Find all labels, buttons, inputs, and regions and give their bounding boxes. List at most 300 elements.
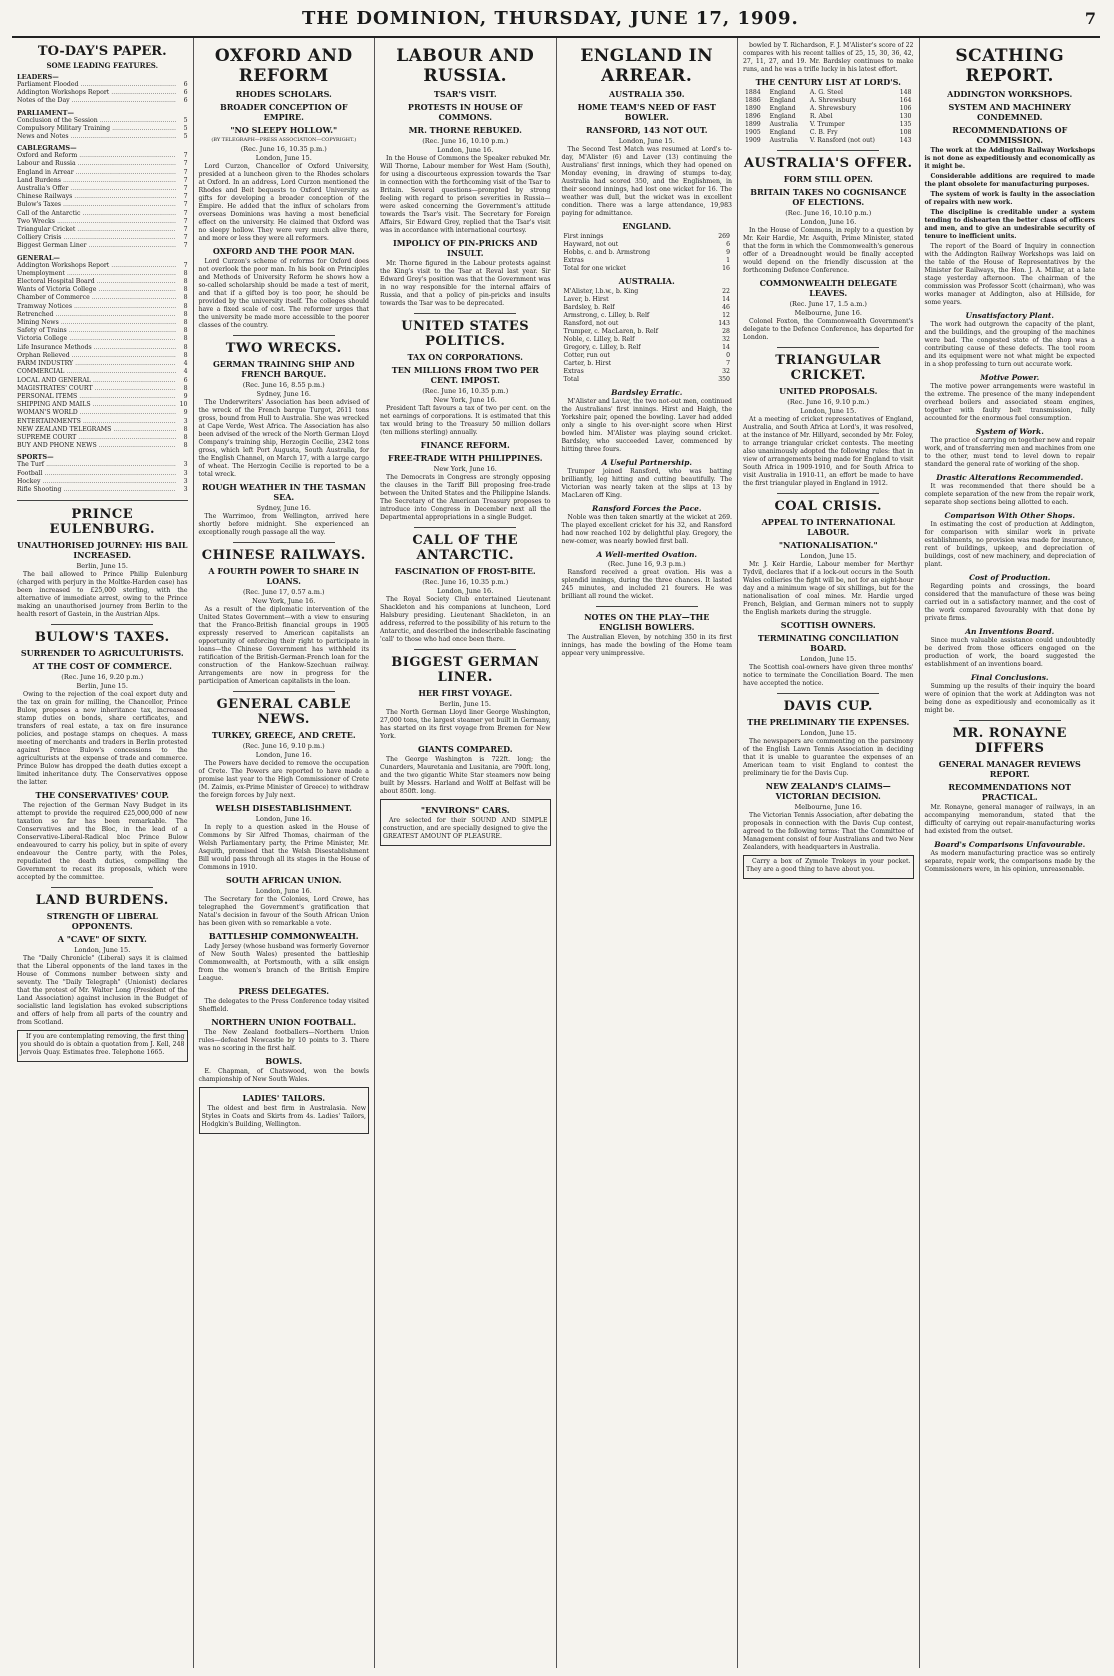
index-entry-page: 8	[183, 343, 188, 351]
headline-labour-and-russia: LABOUR AND RUSSIA.	[396, 46, 535, 86]
score-player: Ransford, not out	[563, 320, 619, 327]
dateline: Melbourne, June 16.	[794, 803, 862, 811]
article-text: As a result of the diplomatic intervention of the United States Government—with a view to ensuring that the Franco-British financial groups in 1905 expressly reserved to American capitalists an opportunity of enforcing their right to participate in loans—the Chinese Government has withheld its ratification of the British-German-French loan for the construction of the Hankow-Szechuan railway. Arrangements are now in progress for the participation of American capitalists in the loan.	[198, 606, 369, 685]
index-entry-page: 4	[183, 360, 188, 368]
score-player: Gregory, c. Lilley, b. Relf	[563, 344, 641, 351]
score-player: Trumper, c. MacLaren, b. Relf	[563, 328, 658, 335]
century-team: Australia	[769, 121, 798, 128]
index-entry	[17, 303, 188, 311]
column-6	[920, 38, 1101, 1668]
article-text: In the House of Commons, in reply to a question by Mr. Keir Hardie, Mr. Asquith, Prime Minister, stated that the form in which the Commonwealth's generous offer of a Dreadnought would be finally accepted would depend on the friendly discussion at the forthcoming Defence Conference.	[743, 227, 914, 274]
score-runs: 143	[718, 320, 730, 327]
index-entry-name: Chinese Railways .....	[17, 193, 176, 201]
dateline: London, June 16.	[255, 751, 312, 759]
score-runs: 28	[722, 328, 730, 335]
article-text: Colonel Foxton, the Commonwealth Government's delegate to the Defence Conference, has departed for London.	[743, 318, 914, 341]
century-row	[743, 121, 914, 129]
subhead: TERMINATING CONCILIATION BOARD.	[757, 633, 899, 653]
divider	[414, 649, 516, 650]
index-entry-page: 8	[183, 327, 188, 335]
dateline: London, June 15.	[800, 552, 857, 560]
dateline: London, June 15.	[255, 154, 312, 162]
subhead: THE CENTURY LIST AT LORD'S.	[755, 77, 901, 87]
column-4	[557, 38, 739, 1668]
index-entry-page: 4	[183, 368, 188, 376]
index-entry-page: 6	[183, 81, 188, 88]
index-entry-name: Bulow's Taxes .....	[17, 201, 176, 209]
article-text: The Scottish coal-owners have given three months' notice to terminate the Conciliation Board. The men have accepted the notice.	[743, 664, 914, 687]
century-score: 108	[899, 129, 912, 136]
dateline: Berlin, June 15.	[76, 562, 128, 571]
index-entry	[17, 352, 188, 360]
index-entry-page: 3	[183, 477, 188, 485]
headline-england-in-arrear: ENGLAND IN ARREAR.	[580, 46, 714, 86]
index-entry-page: 8	[183, 335, 188, 343]
subhead: BATTLESHIP COMMONWEALTH.	[208, 931, 359, 941]
score-row	[562, 288, 733, 296]
century-row	[743, 105, 914, 113]
index-section-leaders: LEADERS—	[17, 73, 59, 81]
dateline: London, June 15.	[74, 946, 131, 955]
index-entry	[17, 242, 188, 250]
subhead: OXFORD AND THE POOR MAN.	[212, 246, 355, 256]
ad-text: If you are contemplating removing, the first thing you should do is obtain a quotation from J. Kell, 248 Jervois Quay. Estimates free. Telephone 1665.	[20, 1033, 185, 1057]
index-entry-name: Hockey .....	[17, 478, 176, 486]
subhead: BRITAIN TAKES NO COGNISANCE OF ELECTIONS.	[750, 187, 907, 207]
received-date: (Rec. June 16, 8.55 p.m.)	[242, 381, 325, 389]
index-entry	[17, 418, 188, 426]
article-text: The Secretary for the Colonies, Lord Crewe, has telegraphed the Government's gratification that Natal's decision in favour of the South African Union has been given with so remarkable a vote.	[198, 896, 369, 927]
article-text: President Taft favours a tax of two per cent. on the net earnings of corporations. It is estimated that this tax would bring to the Treasury 50 million dollars (ten millions sterling) annually.	[380, 405, 551, 436]
subhead: FASCINATION OF FROST-BITE.	[394, 566, 536, 576]
index-entry-name: Safety of Trains .....	[17, 327, 176, 335]
index-entry-name: ENTERTAINMENTS .....	[17, 418, 176, 426]
subhead: SURRENDER TO AGRICULTURISTS.	[20, 648, 184, 659]
subhead: NORTHERN UNION FOOTBALL.	[211, 1017, 357, 1027]
article-text: The Powers have decided to remove the occupation of Crete. The Powers are reported to have made a promise last year to the High Commissioner of Crete (M. Zaimis, ex-Prime Minister of Greece) to withdraw the foreign forces by July next.	[198, 760, 369, 799]
index-entry-page: 3	[183, 417, 188, 425]
ad-text: Carry a box of Zymole Trokeys in your pocket. They are a good thing to have about you.	[746, 858, 911, 873]
dateline: Berlin, June 15.	[439, 700, 491, 708]
century-score: 143	[899, 137, 912, 144]
score-runs: 14	[722, 344, 730, 351]
index-entry-page: 6	[183, 89, 188, 97]
index-entry-page: 8	[183, 384, 188, 392]
dateline: Sydney, June 16.	[256, 390, 311, 398]
index-entry-page: 8	[183, 351, 188, 359]
subhead: HER FIRST VOYAGE.	[418, 688, 513, 698]
article-text: The North German Lloyd liner George Washington, 27,000 tons, the largest steamer yet built in Germany, has started on its first voyage from Bremen for New York.	[380, 709, 551, 740]
score-row	[562, 304, 733, 312]
index-entry-page: 5	[183, 124, 188, 132]
index-entry-name: Unemployment .....	[17, 270, 176, 278]
subhead: GERMAN TRAINING SHIP AND FRENCH BARQUE.	[212, 359, 355, 379]
subhead: STRENGTH OF LIBERAL OPPONENTS.	[46, 911, 158, 932]
received-date: (Rec. June 16, 10.10 p.m.)	[422, 137, 509, 145]
article-text: The motive power arrangements were wasteful in the extreme. The presence of the many independent overhead boilers and associated steam engines, together with faulty belt transmission, fully accounted for the enormous fuel consumption.	[924, 383, 1095, 422]
century-name: C. B. Fry	[809, 129, 838, 136]
advertisement	[743, 855, 914, 879]
subhead: THE CONSERVATIVES' COUP.	[35, 790, 169, 801]
subhead: TAX ON CORPORATIONS.	[407, 352, 523, 362]
century-name: V. Trumper	[809, 121, 845, 128]
section-heading: Bardsley Erratic.	[611, 388, 683, 397]
press-credit: (BY TELEGRAPH—PRESS ASSOCIATION—COPYRIGHT.)	[211, 137, 357, 143]
index-entry-page: 7	[183, 209, 188, 217]
article-text: The "Daily Chronicle" (Liberal) says it is claimed that the Liberal opponents of the land taxes in the House of Commons number between sixty and seventy. The "Daily Telegraph" (Unionist) declares that the protest of Mr. Walter Long (President of the Land Association) against inclusion in the Budget of socialistic land legislation has evoked subscriptions and offers of help from all parts of the country and from Scotland.	[17, 955, 188, 1027]
score-player: Extras	[563, 368, 584, 375]
subhead: A FOURTH POWER TO SHARE IN LOANS.	[208, 566, 360, 586]
article-text: Trumper joined Ransford, who was batting brilliantly, leg hitting and cutting beautifully. The Victorian was nearly taken at the slips at 13 by MacLaren off King.	[561, 468, 732, 499]
subhead: COMMONWEALTH DELEGATE LEAVES.	[759, 278, 897, 298]
score-runs: 46	[722, 304, 730, 311]
index-entry-name: Addington Workshops Report .....	[17, 262, 176, 270]
index-entry-name: SUPREME COURT .....	[17, 434, 176, 442]
score-runs: 32	[722, 368, 730, 375]
divider	[596, 606, 698, 607]
index-entry	[17, 461, 188, 469]
century-score: 164	[899, 97, 912, 104]
section-heading: Unsatisfactory Plant.	[965, 311, 1055, 320]
index-entry-name: NEW ZEALAND TELEGRAMS .....	[17, 426, 176, 434]
subhead: MR. THORNE REBUKED.	[408, 125, 522, 135]
subhead: BOWLS.	[265, 1056, 303, 1066]
index-entry-name: Biggest German Liner .....	[17, 242, 176, 250]
article-text: The newspapers are commenting on the parsimony of the English Lawn Tennis Association in deciding that it is unable to guarantee the expenses of an American team to visit England to contest the preliminary tie for the Davis Cup.	[743, 738, 914, 777]
dateline: London, June 16.	[255, 887, 312, 895]
article-text: The report of the Board of Inquiry in connection with the Addington Railway Workshops was laid on the table of the House of Representatives by the Minister for Railways, the Hon. J. A. Millar, at a late stage yesterday afternoon. The chairman of the commission was Professor Scott (chairman), who was works manager at Addington, also at Hillside, for some years.	[924, 243, 1095, 306]
dateline: London, June 16.	[255, 815, 312, 823]
score-runs: 14	[722, 296, 730, 303]
index-entry	[17, 210, 188, 218]
score-player: Total for one wicket	[563, 265, 626, 272]
headline-united-states-politics: UNITED STATES POLITICS.	[401, 319, 530, 349]
subhead: AT THE COST OF COMMERCE.	[32, 661, 172, 672]
headline-mr-ronayne-differs: MR. RONAYNE DIFFERS	[952, 726, 1067, 756]
century-team: England	[769, 129, 796, 136]
subhead: SOUTH AFRICAN UNION.	[225, 875, 342, 885]
index-entry-name: Victoria College .....	[17, 335, 176, 343]
section-heading: Motive Power.	[980, 373, 1040, 382]
index-entry	[17, 185, 188, 193]
score-player: Bardsley, b. Relf	[563, 304, 615, 311]
index-entry	[17, 426, 188, 434]
index-entry-page: 9	[183, 392, 188, 400]
divider	[777, 150, 879, 151]
index-entry-name: Wants of Victoria College .....	[17, 286, 176, 294]
century-name: R. Abel	[809, 113, 833, 120]
index-entry-page: 8	[183, 294, 188, 302]
index-entry	[17, 169, 188, 177]
headline-coal-crisis: COAL CRISIS.	[774, 499, 883, 514]
column-5	[738, 38, 920, 1668]
index-entry-page: 8	[183, 425, 188, 433]
report-finding: The system of work is faulty in the association of repairs with new work.	[924, 191, 1095, 206]
index-entry	[17, 125, 188, 133]
index-entry-name: WOMAN'S WORLD .....	[17, 409, 176, 417]
score-row	[562, 352, 733, 360]
index-entry-page: 10	[179, 401, 188, 409]
score-player: Carter, b. Hirst	[563, 360, 612, 367]
article-text: The delegates to the Press Conference today visited Sheffield.	[198, 998, 369, 1013]
index-entry-name: Colliery Crisis .....	[17, 234, 176, 242]
index-entry-name: Football .....	[17, 470, 176, 478]
subhead: GIANTS COMPARED.	[417, 744, 513, 754]
index-entry	[17, 377, 188, 385]
todays-paper-title: TO-DAY'S PAPER.	[37, 44, 167, 59]
subhead: TURKEY, GREECE, AND CRETE.	[211, 730, 356, 740]
score-row	[562, 368, 733, 376]
century-team: England	[769, 113, 796, 120]
score-runs: 16	[722, 265, 730, 272]
headline-land-burdens: LAND BURDENS.	[35, 893, 169, 909]
index-entry-page: 7	[183, 168, 188, 176]
article-text: The practice of carrying on together new and repair work, and of transferring men and machines from one to the other, must tend to level down to repair standard the general rate of working of the shop.	[924, 437, 1095, 468]
masthead-title: THE DOMINION, THURSDAY, JUNE 17, 1909.	[302, 8, 799, 29]
article-text: Summing up the results of their inquiry the board were of opinion that the work at Addington was not being done as expeditiously and economically as it might be.	[924, 683, 1095, 714]
section-heading: Ransford Forces the Pace.	[591, 504, 702, 513]
masthead	[12, 8, 1100, 38]
article-text: In reply to a question asked in the House of Commons by Sir Alfred Thomas, chairman of the Welsh Parliamentary party, the Prime Minister, Mr. Asquith, promised that the Welsh Disestablishment Bill would pass through all its stages in the House of Commons in 1910.	[198, 824, 369, 871]
article-text: Lord Curzon, Chancellor of Oxford University, presided at a luncheon given to the Rhodes scholars at Oxford. In an address, Lord Curzon mentioned the Rhodes and Beit bequests to Oxford University as gifts for developing a broader conception of the Empire. He added that the influx of scholars from overseas Dominions was having a most beneficial effect on the university. He claimed that Oxford was no sleepy hollow. They were very much alive there, and more or less they were all reformers.	[198, 163, 369, 242]
section-heading: A Well-merited Ovation.	[596, 550, 698, 559]
century-year: 1884	[745, 89, 761, 96]
article-text: Ransford received a great ovation. His was a splendid innings, during the three chances. It lasted 245 minutes, and included 21 fourers. He was brilliant all round the wicket.	[561, 569, 732, 600]
century-name: A. G. Steel	[809, 89, 843, 96]
subhead: PROTESTS IN HOUSE OF COMMONS.	[407, 102, 523, 122]
divider	[777, 347, 879, 348]
advertisement	[199, 1087, 370, 1134]
century-year: 1899	[745, 121, 761, 128]
article-text: The Underwriters' Association has been advised of the wreck of the French barque Turgot, 2611 tons gross, bound from Hull to Australia. She was wrecked at Cape Verde, West Africa. The Association has also been advised of the wreck of the North German Lloyd Company's training ship, Herzogin Cecilie, 2342 tons gross, which left Port Augusta, South Australia, for the English Channel, on March 17, with a large cargo of wheat. The Herzogin Cecilie is reported to be a total wreck.	[198, 399, 369, 478]
subhead: "NO SLEEPY HOLLOW."	[230, 125, 338, 135]
dateline: London, June 15.	[618, 137, 675, 145]
scorecard-australia	[562, 288, 733, 384]
index-entry-name: Two Wrecks .....	[17, 218, 176, 226]
headline-scathing-report: SCATHING REPORT.	[955, 46, 1065, 86]
index-entry	[17, 470, 188, 478]
article-text: In the House of Commons the Speaker rebuked Mr. Will Thorne, Labour member for West Ham (South), for using a discourteous expression towards the Tsar in connection with the forthcoming visit of the Tsar to Britain. Several questions—prompted by strong feeling with regard to prison severities in Russia—were asked concerning the Government's attitude towards the Tsar's visit. The Secretary for Foreign Affairs, Sir Edward Grey, replied that the Tsar's visit was in accordance with international courtesy.	[380, 155, 551, 234]
divider	[233, 542, 335, 543]
century-row	[743, 89, 914, 97]
article-text: M'Alister and Laver, the two not-out men, continued the Australians' first innings. Hirst and Haigh, the Yorkshire pair, opened the bowling. Laver had added only a single to his over-night score when Hirst bowled him. M'Alister was playing sound cricket. Bardsley, who succeeded Laver, commenced by hitting three fours.	[561, 398, 732, 453]
article-text: The rejection of the German Navy Budget in its attempt to provide the required £25,000,000 of new taxation so far has been remarkable. The Conservatives and the Bloc, in the lead of a Conservative-Liberal-Radical bloc Prince Bulow endeavoured to carry his policy, but in spite of every endeavour the Centre party, with the Poles, repudiated the death duties, compelling the Government to recast its proposals, which were accepted by the committee.	[17, 802, 188, 882]
century-year: 1886	[745, 97, 761, 104]
article-text: Regarding points and crossings, the board considered that the manufacture of these was being carried out in a satisfactory manner, and the cost of the work compared favourably with that done by private firms.	[924, 583, 1095, 622]
subhead: GENERAL MANAGER REVIEWS REPORT.	[938, 759, 1081, 779]
index-list-sports	[17, 461, 188, 494]
index-section-parliament: PARLIAMENT—	[17, 108, 74, 117]
received-date: (Rec. June 17, 0.57 a.m.)	[242, 588, 325, 596]
section-heading: Comparison With Other Shops.	[944, 511, 1075, 520]
index-entry-name: Conclusion of the Session .....	[17, 117, 176, 125]
index-entry-page: 7	[183, 242, 188, 250]
index-entry-page: 7	[183, 185, 188, 193]
index-list-misc	[17, 360, 188, 450]
score-row	[562, 312, 733, 320]
index-entry-name: Chamber of Commerce .....	[17, 294, 176, 302]
score-row	[562, 257, 733, 265]
score-runs: 12	[722, 312, 730, 319]
index-entry	[17, 226, 188, 234]
dateline: Melbourne, June 16.	[794, 309, 862, 317]
index-entry	[17, 160, 188, 168]
index-entry-page: 7	[183, 176, 188, 184]
report-finding: The work at the Addington Railway Workshops is not done as expeditiously and economically as it might be.	[924, 147, 1095, 170]
index-entry	[17, 81, 188, 89]
index-entry-name: England in Arrear .....	[17, 169, 176, 177]
index-entry-page: 7	[183, 261, 188, 269]
index-entry-name: Land Burdens .....	[17, 177, 176, 185]
subhead: FINANCE REFORM.	[420, 440, 510, 450]
article-text: The Royal Society Club entertained Lieutenant Shackleton and his companions at luncheon, Lord Halsbury presiding. Lieutenant Shackleton, in an address, referred to the possibility of his return to the Antarctic, and described the indescribable fascinating 'call' to those who had once been there.	[380, 596, 551, 643]
section-heading: System of Work.	[975, 427, 1044, 436]
headline-general-cable-news: GENERAL CABLE NEWS.	[216, 697, 351, 727]
index-entry	[17, 218, 188, 226]
index-entry-name: Oxford and Reform .....	[17, 152, 176, 160]
index-entry-name: Addington Workshops Report .....	[17, 89, 176, 97]
ad-text: The oldest and best firm in Australasia. New Styles in Coats and Skirts from 4s. Ladies' Tailors, Hodgkin's Building, Wellington.	[201, 1105, 366, 1128]
index-entry	[17, 401, 188, 409]
index-entry	[17, 327, 188, 335]
index-entry-name: Rifle Shooting .....	[17, 486, 176, 494]
received-date: (Rec. June 17, 1.5 a.m.)	[789, 300, 867, 308]
dateline: Sydney, June 16.	[256, 504, 311, 512]
section-heading: Drastic Alterations Recommended.	[936, 473, 1084, 482]
subhead: TSAR'S VISIT.	[433, 89, 497, 99]
index-entry-name: BUY AND PHONE NEWS .....	[17, 442, 176, 450]
divider	[233, 691, 335, 692]
article-text: E. Chapman, of Chatswood, won the bowls championship of New South Wales.	[198, 1068, 369, 1083]
score-player: Hayward, not out	[563, 241, 619, 248]
headline-australias-offer: AUSTRALIA'S OFFER.	[743, 156, 913, 171]
article-text: The New Zealand footballers—Northern Union rules—defeated Newcastle by 10 points to 3. There was no scoring in the first half.	[198, 1029, 369, 1052]
score-player: First innings	[563, 233, 604, 240]
headline-triangular-cricket: TRIANGULAR CRICKET.	[775, 353, 882, 383]
subhead: FORM STILL OPEN.	[783, 174, 873, 184]
dateline: New York, June 16.	[433, 396, 497, 404]
subhead: UNAUTHORISED JOURNEY: HIS BAIL INCREASED.	[17, 540, 188, 561]
index-entry-name: Labour and Russia .....	[17, 160, 176, 168]
subhead: RECOMMENDATIONS OF COMMISSION.	[952, 125, 1068, 145]
article-text: The work had outgrown the capacity of the plant, and the buildings, and the grouping of the machines were bad. The congested state of the shop was a contributing cause of these defects. The tool room and its equipment were not what might be expected in a shop professing to turn out accurate work.	[924, 321, 1095, 368]
score-row	[562, 336, 733, 344]
divider	[777, 493, 879, 494]
century-year: 1909	[745, 137, 761, 144]
headline-two-wrecks: TWO WRECKS.	[225, 341, 342, 356]
index-entry-page: 8	[183, 310, 188, 318]
article-text: At a meeting of cricket representatives of England, Australia, and South Africa at Lord's, it was resolved, at the instance of Mr. Hillyard, seconded by Mr. Foley, to arrange triangular cricket contests. The meeting also unanimously adopted the following rules: that in view of arrangements being made for England to visit South Africa in 1909-1910, and for South Africa to visit Australia in 1910-11, an effort be made to have the first triangular played in England in 1912.	[743, 416, 914, 487]
divider	[51, 887, 153, 888]
index-entry-page: 7	[183, 193, 188, 201]
dateline: London, June 16.	[437, 587, 494, 595]
subhead: RANSFORD, 143 NOT OUT.	[585, 125, 708, 135]
index-entry-name: Mining News .....	[17, 319, 176, 327]
century-name: V. Ransford (not out)	[809, 137, 875, 144]
subhead: UNITED PROPOSALS.	[779, 386, 878, 396]
article-text: Lord Curzon's scheme of reforms for Oxford does not overlook the poor man. In his book on Principles and Methods of University Reform he shows how a so-called scholarship should be made a test of merit, and that if a gifted boy is too poor, he should be provided by the university itself. The colleges should have a fixed scale of cost. The reformer urges that the university be made more accessible to the poorer classes of the country.	[198, 258, 369, 329]
report-finding: Considerable additions are required to made the plant obsolete for manufacturing purposes.	[924, 173, 1095, 188]
index-entry-page: 8	[183, 286, 188, 294]
index-entry	[17, 152, 188, 160]
score-runs: 0	[726, 352, 730, 359]
score-runs: 22	[722, 288, 730, 295]
score-row	[562, 296, 733, 304]
index-entry-page: 7	[183, 201, 188, 209]
index-entry-page: 8	[183, 278, 188, 286]
subhead: NEW ZEALAND'S CLAIMS—VICTORIAN DECISION.	[765, 781, 891, 801]
score-row	[562, 265, 733, 273]
headline-oxford-and-reform: OXFORD AND REFORM	[214, 46, 353, 86]
score-row	[562, 328, 733, 336]
index-entry-name: Tramway Notices .....	[17, 303, 176, 311]
scorecard-heading: ENGLAND.	[622, 221, 672, 231]
index-section-cablegrams: CABLEGRAMS—	[17, 144, 77, 153]
index-entry	[17, 278, 188, 286]
divider	[17, 500, 188, 501]
score-runs: 9	[726, 249, 730, 256]
received-date: (Rec. June 16, 10.35 p.m.)	[240, 145, 327, 153]
dateline: London, June 15.	[800, 407, 857, 415]
century-team: Australia	[769, 137, 798, 144]
index-entry-name: The Turf .....	[17, 461, 176, 469]
subhead: IMPOLICY OF PIN-PRICKS AND INSULT.	[393, 238, 538, 258]
index-entry	[17, 344, 188, 352]
divider	[233, 335, 335, 336]
index-entry-name: PERSONAL ITEMS .....	[17, 393, 176, 401]
dateline: Berlin, June 15.	[76, 682, 128, 691]
score-runs: 269	[718, 233, 730, 240]
received-date: (Rec. June 16, 10.35 p.m.)	[422, 387, 509, 395]
subhead: RHODES SCHOLARS.	[235, 89, 332, 99]
index-entry	[17, 360, 188, 368]
subhead: FREE-TRADE WITH PHILIPPINES.	[388, 453, 543, 463]
score-runs: 7	[726, 360, 730, 367]
subhead: THE PRELIMINARY TIE EXPENSES.	[747, 717, 910, 727]
index-entry-name: Notes of the Day .....	[17, 97, 176, 105]
index-entry-page: 3	[183, 485, 188, 493]
index-entry-page: 8	[183, 319, 188, 327]
index-entry	[17, 393, 188, 401]
article-text: The Warrimoo, from Wellington, arrived here shortly before midnight. She experienced an exceptionally rough passage all the way.	[198, 513, 369, 536]
column-2	[194, 38, 376, 1668]
score-player: Total	[563, 376, 580, 383]
subhead: PRESS DELEGATES.	[238, 986, 330, 996]
index-entry-page: 7	[183, 226, 188, 234]
scorecard-heading: AUSTRALIA.	[618, 276, 675, 286]
received-date: (Rec. June 16, 9.10 p.m.)	[787, 398, 870, 406]
divider	[777, 693, 879, 694]
index-entry	[17, 270, 188, 278]
ad-text: Are selected for their SOUND AND SIMPLE construction, and are specially designed to give the GREATEST AMOUNT OF PLEASURE.	[383, 817, 548, 840]
score-runs: 32	[722, 336, 730, 343]
dateline: London, June 15.	[800, 729, 857, 737]
index-list-general	[17, 262, 188, 360]
index-entry-name: Electoral Hospital Board .....	[17, 278, 176, 286]
century-year: 1905	[745, 129, 761, 136]
index-entry-page: 7	[183, 160, 188, 168]
section-heading: Final Conclusions.	[970, 673, 1049, 682]
index-list-leaders	[17, 81, 188, 106]
article-text: As modern manufacturing practice was so entirely separate, repair work, the comparisons made by the Commissioners were, in his opinion, unreasonable.	[924, 850, 1095, 873]
subhead: APPEAL TO INTERNATIONAL LABOUR.	[761, 517, 895, 537]
subhead: RECOMMENDATIONS NOT PRACTICAL.	[948, 782, 1072, 802]
dateline: London, June 16.	[437, 146, 494, 154]
score-row	[562, 376, 733, 384]
index-entry-name: Australia's Offer .....	[17, 185, 176, 193]
index-entry-name: MAGISTRATES' COURT .....	[17, 385, 176, 393]
index-entry	[17, 409, 188, 417]
